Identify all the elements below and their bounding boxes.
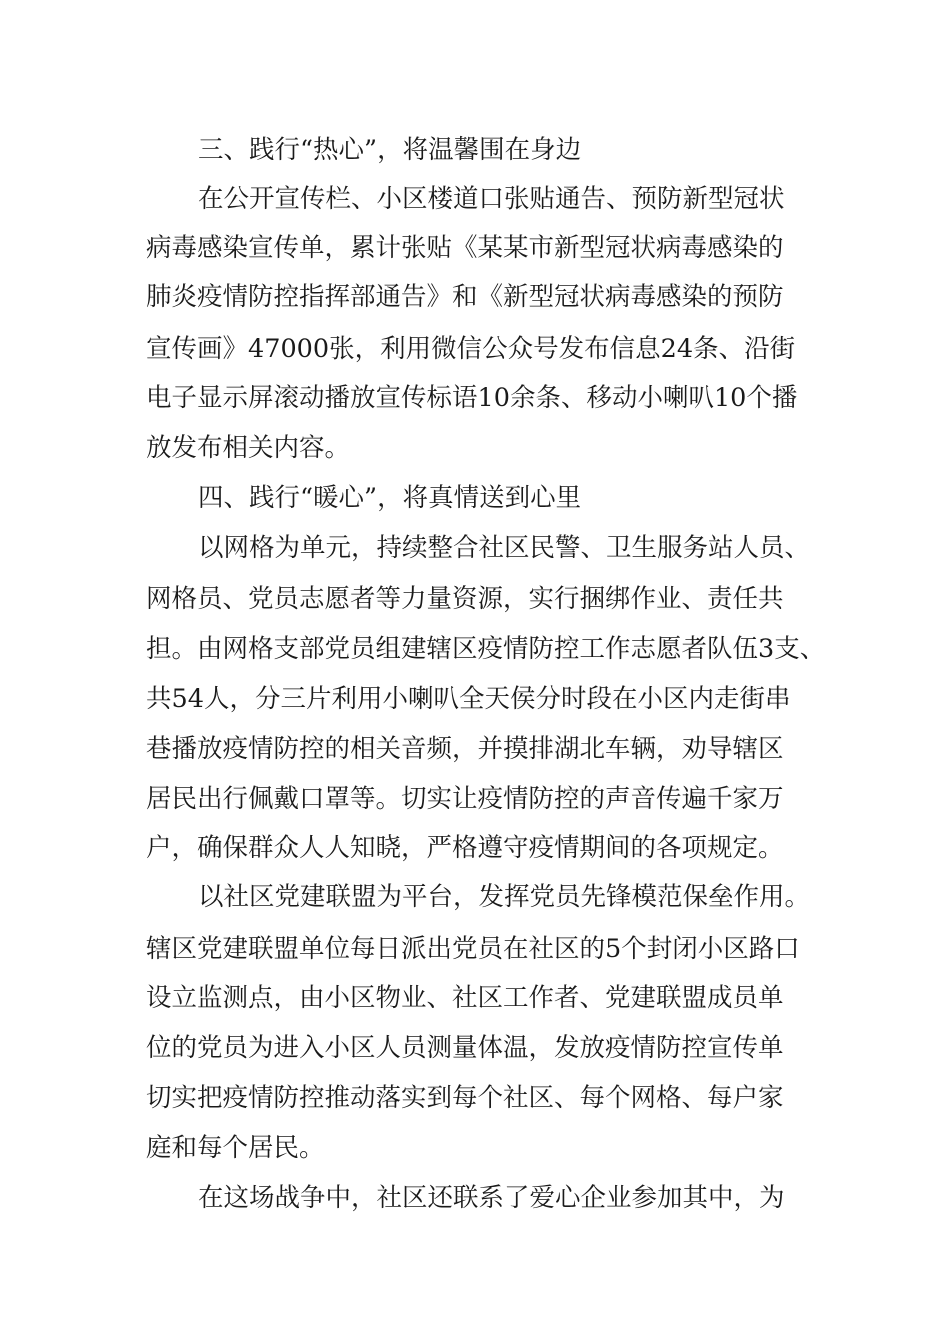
paragraph-line: 在这场战争中，社区还联系了爱心企业参加其中，为 xyxy=(198,1183,785,1213)
paragraph-line: 居民出行佩戴口罩等。切实让疫情防控的声音传遍千家万 xyxy=(146,784,784,814)
paragraph-line: 共54人，分三片利用小喇叭全天侯分时段在小区内走街串 xyxy=(146,684,791,714)
paragraph-line: 担。由网格支部党员组建辖区疫情防控工作志愿者队伍3支、 xyxy=(146,634,826,664)
paragraph-line: 户，确保群众人人知晓，严格遵守疫情期间的各项规定。 xyxy=(146,833,784,863)
paragraph-line: 以社区党建联盟为平台，发挥党员先锋模范保垒作用。 xyxy=(198,882,811,912)
paragraph-line: 设立监测点，由小区物业、社区工作者、党建联盟成员单 xyxy=(146,983,784,1013)
paragraph-line: 放发布相关内容。 xyxy=(146,433,351,463)
paragraph-line: 在公开宣传栏、小区楼道口张贴通告、预防新型冠状 xyxy=(198,184,785,214)
section-heading-4: 四、践行“暖心”，将真情送到心里 xyxy=(198,483,582,513)
paragraph-line: 肺炎疫情防控指挥部通告》和《新型冠状病毒感染的预防 xyxy=(146,282,784,312)
paragraph-line: 巷播放疫情防控的相关音频，并摸排湖北车辆，劝导辖区 xyxy=(146,734,784,764)
paragraph-line: 网格员、党员志愿者等力量资源，实行捆绑作业、责任共 xyxy=(146,584,784,614)
paragraph-line: 以网格为单元，持续整合社区民警、卫生服务站人员、 xyxy=(198,533,811,563)
paragraph-line: 电子显示屏滚动播放宣传标语10余条、移动小喇叭10个播 xyxy=(146,383,798,413)
paragraph-line: 病毒感染宣传单，累计张贴《某某市新型冠状病毒感染的 xyxy=(146,233,784,263)
paragraph-line: 庭和每个居民。 xyxy=(146,1133,325,1163)
paragraph-line: 切实把疫情防控推动落实到每个社区、每个网格、每户家 xyxy=(146,1083,784,1113)
paragraph-line: 辖区党建联盟单位每日派出党员在社区的5个封闭小区路口 xyxy=(146,934,800,964)
paragraph-line: 宣传画》47000张，利用微信公众号发布信息24条、沿街 xyxy=(146,334,796,364)
paragraph-line: 位的党员为进入小区人员测量体温，发放疫情防控宣传单 xyxy=(146,1033,784,1063)
section-heading-3: 三、践行“热心”，将温馨围在身边 xyxy=(198,135,582,165)
